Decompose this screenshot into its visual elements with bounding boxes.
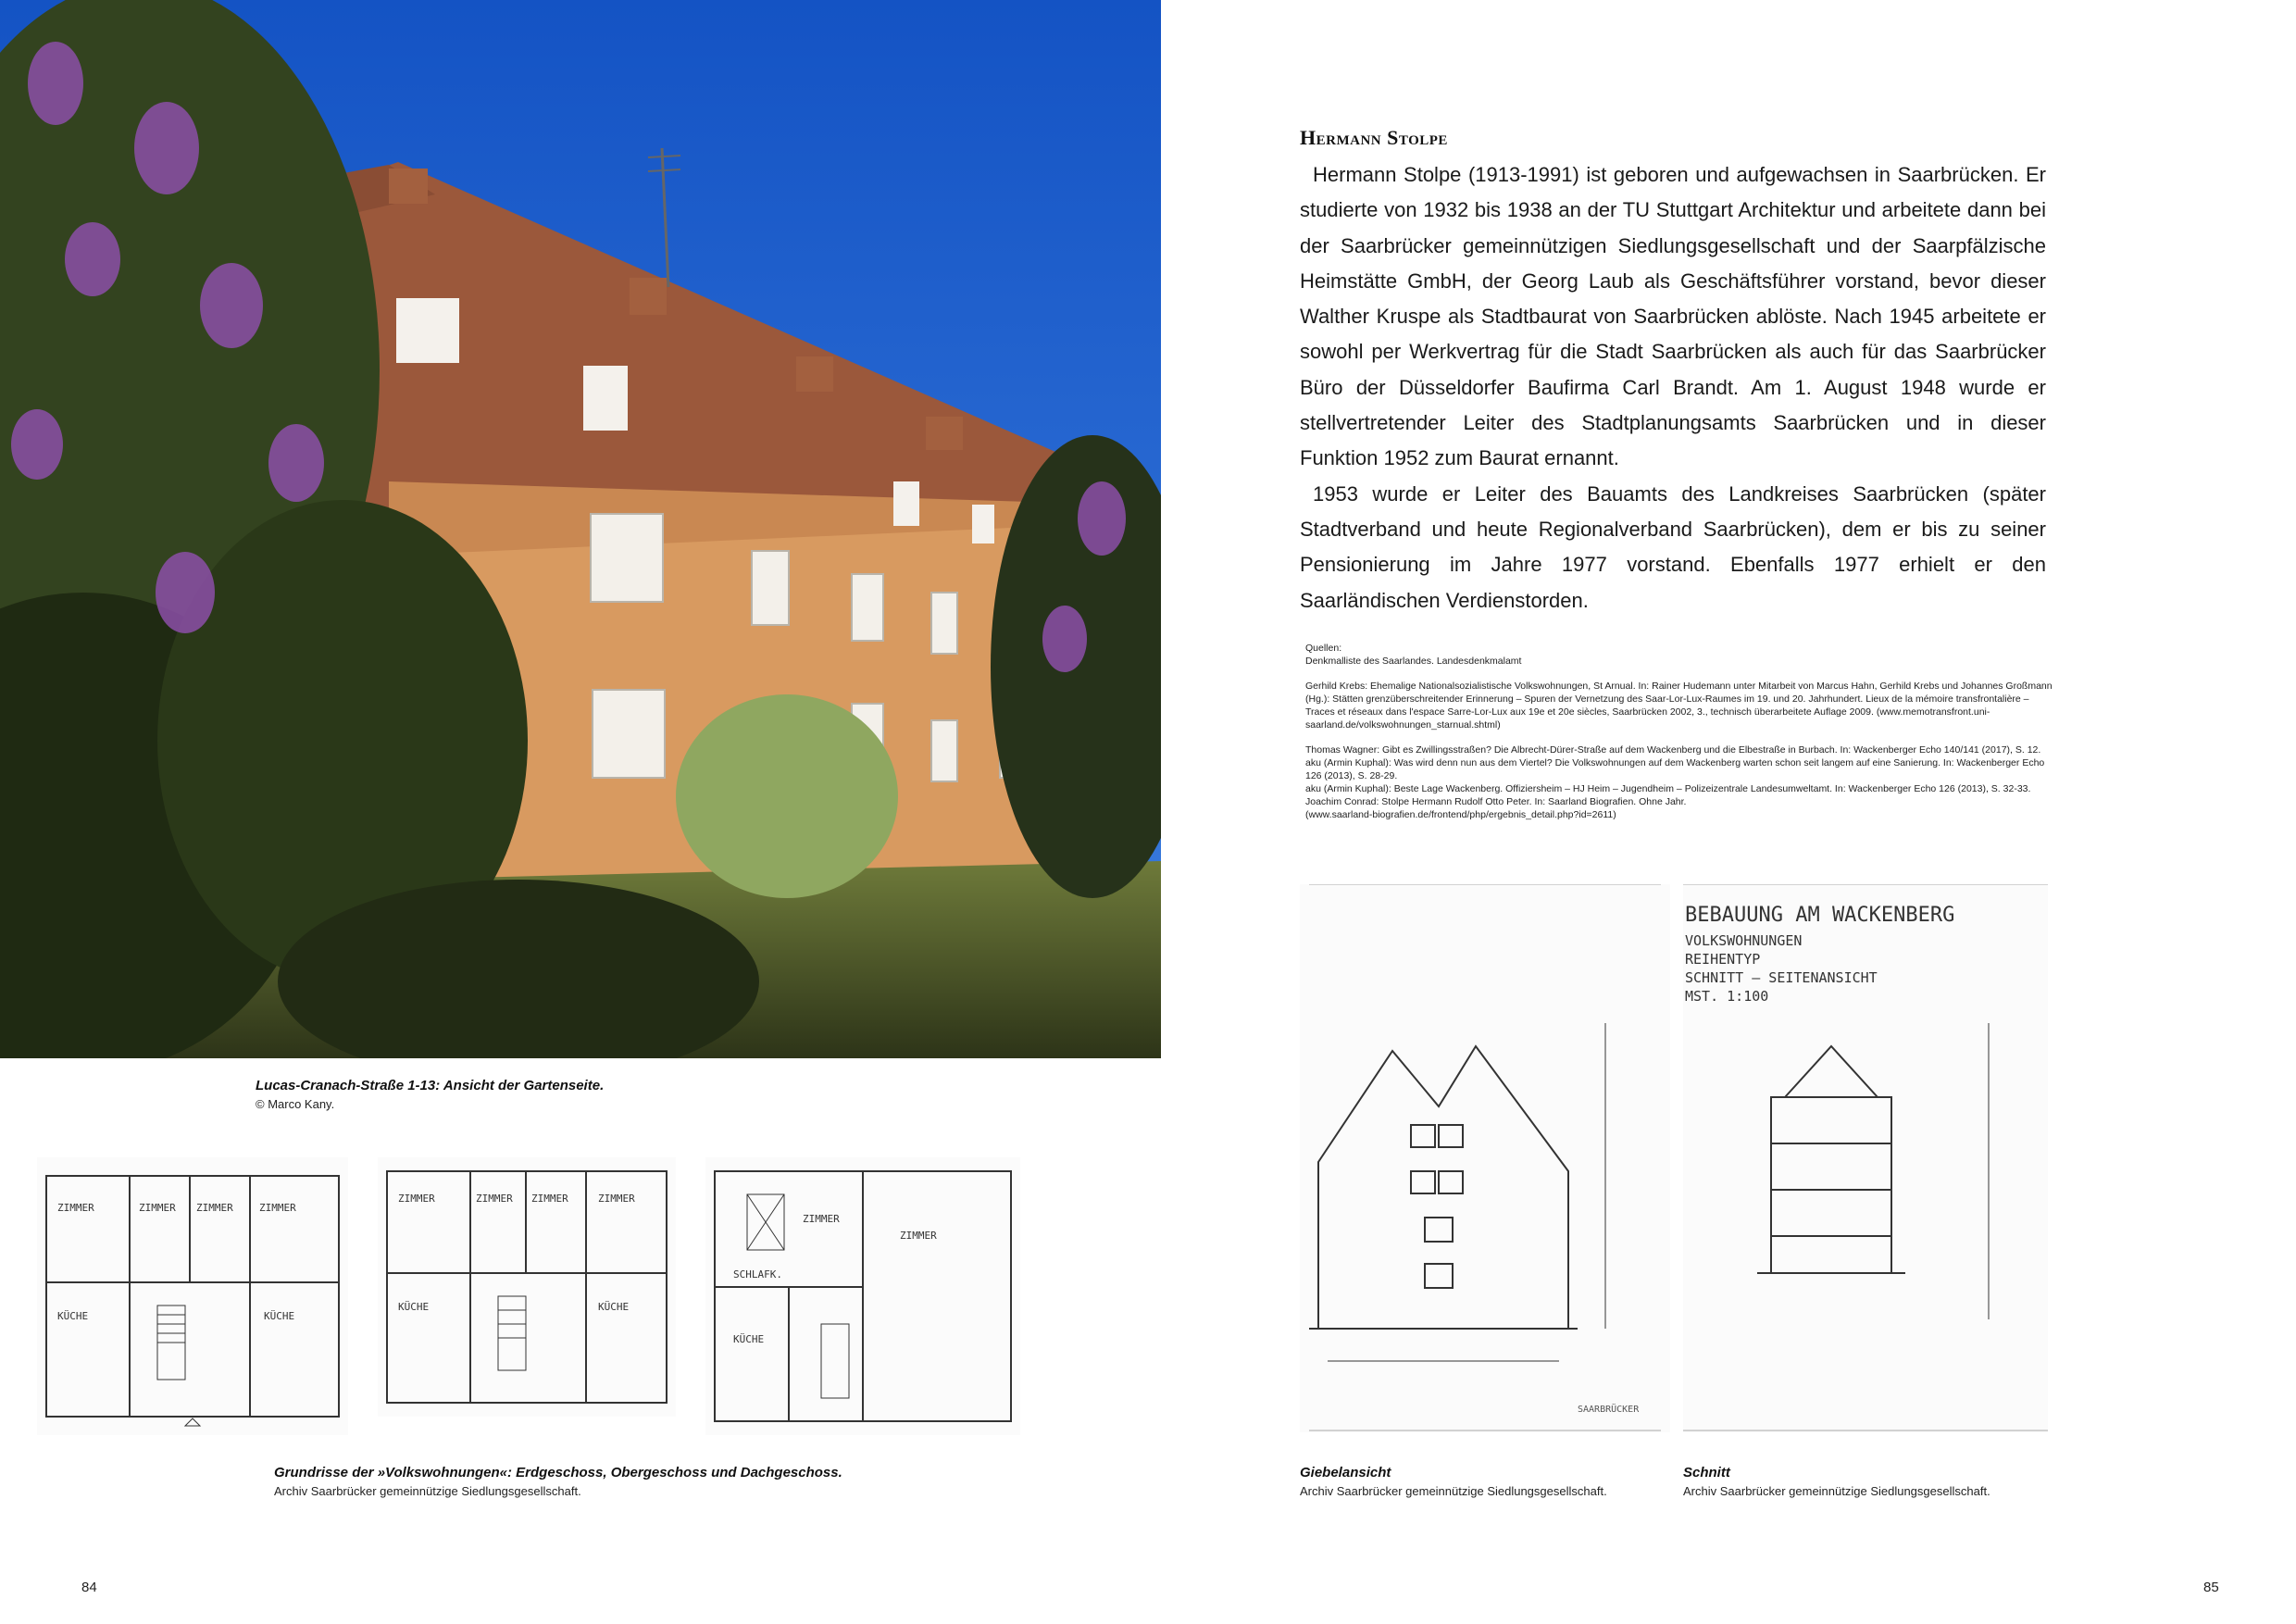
photo-caption: Lucas-Cranach-Straße 1-13: Ansicht der Gartenseite. [256, 1078, 605, 1093]
svg-text:KÜCHE: KÜCHE [57, 1310, 89, 1322]
svg-text:ZIMMER: ZIMMER [139, 1202, 176, 1214]
gable-credit: Archiv Saarbrücker gemeinnützige Siedlungsgesellschaft. [1300, 1484, 1607, 1498]
plans-caption: Grundrisse der »Volkswohnungen«: Erdgeschoss, Obergeschoss und Dachgeschoss. [274, 1465, 842, 1480]
svg-text:ZIMMER: ZIMMER [803, 1213, 840, 1225]
svg-text:ZIMMER: ZIMMER [531, 1193, 568, 1205]
section-drawing [1683, 884, 2048, 1432]
plans-credit: Archiv Saarbrücker gemeinnützige Siedlungsgesellschaft. [274, 1484, 581, 1498]
svg-text:MST. 1:100: MST. 1:100 [1685, 988, 1769, 1005]
svg-text:KÜCHE: KÜCHE [398, 1301, 430, 1313]
svg-text:VOLKSWOHNUNGEN: VOLKSWOHNUNGEN [1685, 932, 1803, 949]
photo-credit: © Marco Kany. [256, 1097, 335, 1111]
gable-elevation-drawing [1300, 884, 1670, 1432]
floor-plan-upper [378, 1157, 676, 1417]
bio-heading: Hermann Stolpe [1300, 126, 1448, 149]
drawing-title: BEBAUUNG AM WACKENBERG [1685, 904, 1955, 927]
sources-label: Quellen: [1305, 643, 1342, 654]
source-item: Thomas Wagner: Gibt es Zwillingsstraßen? Die Albrecht-Dürer-Straße auf dem Wackenberg und die Elbestraße in Burbach. In: Wackenberger Echo 140/141 (2017), S. 12. [1305, 744, 2041, 756]
sources-list [1305, 642, 2055, 821]
svg-text:ZIMMER: ZIMMER [196, 1202, 233, 1214]
bio-paragraph: 1953 wurde er Leiter des Bauamts des Landkreises Saarbrücken (später Stadtverband und heute Regionalverband Saarbrücken), dem er bis zu seiner Pensionierung im Jahre 1977 vorstand. Ebenfalls 1977 erhielt er den Saarländischen Verdienstorden. [1300, 481, 2046, 612]
page-number-right: 85 [2203, 1580, 2219, 1595]
svg-text:KÜCHE: KÜCHE [598, 1301, 630, 1313]
section-caption: Schnitt [1683, 1465, 1730, 1480]
source-item: (www.saarland-biografien.de/frontend/php/ergebnis_detail.php?id=2611) [1305, 809, 1616, 820]
gable-caption: Giebelansicht [1300, 1465, 1391, 1480]
svg-text:ZIMMER: ZIMMER [259, 1202, 296, 1214]
floor-plan-ground [37, 1157, 348, 1435]
svg-text:ZIMMER: ZIMMER [476, 1193, 513, 1205]
svg-text:ZIMMER: ZIMMER [398, 1193, 435, 1205]
source-item: Joachim Conrad: Stolpe Hermann Rudolf Otto Peter. In: Saarland Biografien. Ohne Jahr. [1305, 796, 1687, 807]
svg-text:KÜCHE: KÜCHE [264, 1310, 295, 1322]
drawing-stamp: SAARBRÜCKER [1578, 1405, 1640, 1415]
source-item: aku (Armin Kuphal): Was wird denn nun aus dem Viertel? Die Volkswohnungen auf dem Wackenberg warten schon seit langem auf eine Sanierung. In: Wackenberger Echo 126 (2013), S. 28-29. [1305, 757, 2045, 781]
source-item: Denkmalliste des Saarlandes. Landesdenkmalamt [1305, 656, 1522, 667]
svg-text:SCHNITT – SEITENANSICHT: SCHNITT – SEITENANSICHT [1685, 969, 1878, 986]
floor-plan-attic [705, 1157, 1020, 1435]
page-number-left: 84 [81, 1580, 97, 1595]
section-credit: Archiv Saarbrücker gemeinnützige Siedlungsgesellschaft. [1683, 1484, 1990, 1498]
bio-paragraph: Hermann Stolpe (1913-1991) ist geboren und aufgewachsen in Saarbrücken. Er studierte von 1932 bis 1938 an der TU Stuttgart Architektur und arbeitete dann bei der Saarbrücker gemeinnützigen Siedlungsgesellschaft und der Saarpfälzische Heimstätte GmbH, der Georg Laub als Geschäftsführer vorstand, bevor dieser Walther Kruspe als Stadtbaurat von Saarbrücken ablöste. Nach 1945 arbeitete er sowohl per Werkvertrag für die Stadt Saarbrücken als auch für das Saarbrücker Büro der Düsseldorfer Baufirma Carl Brandt. Am 1. August 1948 wurde er stellvertretender Leiter des Stadtplanungsamts Saarbrücken und in dieser Funktion 1952 zum Baurat ernannt. [1300, 163, 2046, 470]
svg-text:ZIMMER: ZIMMER [900, 1230, 937, 1242]
source-item: aku (Armin Kuphal): Beste Lage Wackenberg. Offiziersheim – HJ Heim – Jugendheim – Polizeizentrale Landesumweltamt. In: Wackenberger Echo 126 (2013), S. 32-33. [1305, 783, 2031, 794]
building-photo [0, 0, 1161, 1058]
source-item: Gerhild Krebs: Ehemalige Nationalsozialistische Volkswohnungen, St Arnual. In: Rainer Hudemann unter Mitarbeit von Marcus Hahn, Gerhild Krebs und Johannes Großmann (Hg.): Stätten grenzüberschreitender Erinnerung – Spuren der Vernetzung des Saar-Lor-Lux-Raumes im 19. und 20. Jahrhundert. Lieux de la mémoire transfrontalière – Traces et réseaux dans l'espace Sarre-Lor-Lux aux 19e et 20e siècles, Saarbrücken 2002, 3., technisch überarbeitete Auflage 2009. (www.memotransfront.uni-saarland.de/volkswohnungen_starnual.shtml) [1305, 681, 2053, 731]
bio-text [1300, 157, 2046, 618]
svg-text:SCHLAFK.: SCHLAFK. [733, 1268, 782, 1280]
svg-text:KÜCHE: KÜCHE [733, 1333, 765, 1345]
svg-text:ZIMMER: ZIMMER [598, 1193, 635, 1205]
plan-label: ZIMMER [57, 1202, 94, 1214]
svg-text:REIHENTYP: REIHENTYP [1685, 951, 1761, 968]
